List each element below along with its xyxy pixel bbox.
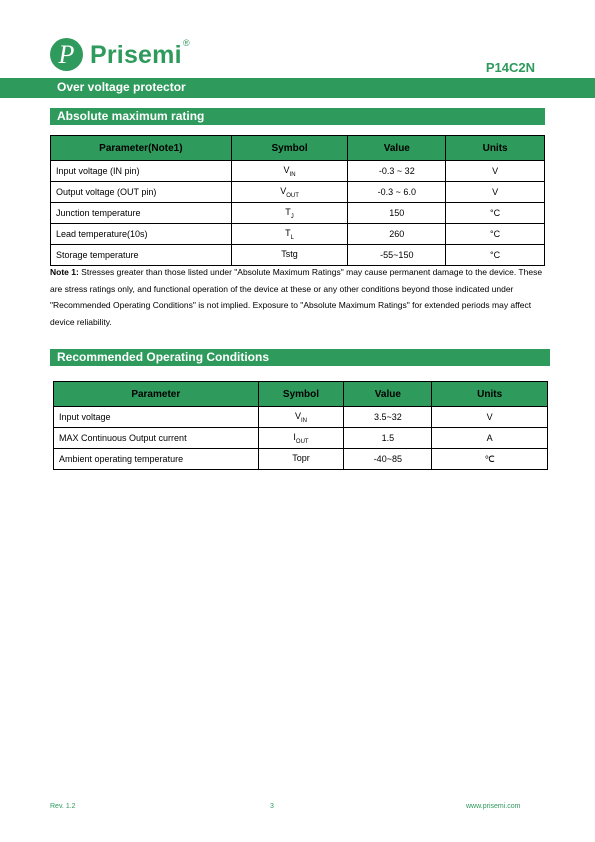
symbol-cell [258,407,344,428]
units-cell: °C [446,224,545,245]
company-logo [50,38,210,74]
symbol-text: T [285,227,291,238]
symbol-cell [231,161,348,182]
symbol-text: T [285,206,291,217]
section-title-abs-max: Absolute maximum rating [50,108,545,125]
param-cell: Lead temperature(10s) [51,224,232,245]
symbol-cell [258,428,344,449]
symbol-cell [231,224,348,245]
rec-op-table [53,381,548,470]
value-cell: -55~150 [348,245,446,266]
symbol-subscript: J [290,213,294,220]
symbol-text: Tstg [281,248,298,259]
symbol-subscript: IN [289,171,296,178]
symbol-cell [231,182,348,203]
param-cell: MAX Continuous Output current [54,428,259,449]
units-cell: V [446,161,545,182]
value-cell: -0.3 ~ 32 [348,161,446,182]
logo-mark: P [50,38,83,71]
note-text: Stresses greater than those listed under "Absolute Maximum Ratings" may cause permanent damage to the device. These are stress ratings only, and functional operation of the device at these or any other conditions beyond those indicated under "Recommended Operating Conditions" is not implied. Exposure to "Absolute Maximum Ratings" for extended periods may affect device reliability. [50,267,543,327]
symbol-text: V [283,164,290,175]
symbol-cell [231,245,348,266]
column-header: Symbol [231,136,348,161]
section-title-rec-op: Recommended Operating Conditions [50,349,550,366]
units-cell: V [446,182,545,203]
symbol-subscript: IN [301,417,307,424]
column-header: Parameter [54,382,259,407]
units-cell: °C [446,203,545,224]
column-header: Value [344,382,432,407]
footer-website: www.prisemi.com [466,803,521,810]
symbol-text: Topr [292,452,310,463]
table-row [54,449,548,470]
note-1 [50,264,545,330]
value-cell: 150 [348,203,446,224]
brand-name: Prisemi [90,41,182,69]
units-cell: V [432,407,548,428]
table-row [54,407,548,428]
table-header-row [51,136,545,161]
table-row [51,161,545,182]
abs-max-table [50,135,545,266]
param-cell: Input voltage [54,407,259,428]
param-cell: Storage temperature [51,245,232,266]
document-subtitle: Over voltage protector [57,80,186,94]
units-cell: A [432,428,548,449]
symbol-text: I [293,431,296,442]
column-header: Units [446,136,545,161]
symbol-text: V [280,185,287,196]
value-cell: -40~85 [344,449,432,470]
registered-mark: ® [183,38,190,48]
table-row [51,224,545,245]
table-header-row [54,382,548,407]
table-row [54,428,548,449]
param-cell: Input voltage (IN pin) [51,161,232,182]
table-row [51,182,545,203]
column-header: Parameter(Note1) [51,136,232,161]
symbol-subscript: OUT [286,192,299,199]
value-cell: 3.5~32 [344,407,432,428]
part-number: P14C2N [485,60,535,75]
units-cell: °C [446,245,545,266]
column-header: Symbol [258,382,344,407]
symbol-cell [258,449,344,470]
value-cell: -0.3 ~ 6.0 [348,182,446,203]
table-row [51,245,545,266]
footer-page-number: 3 [270,803,274,810]
note-label: Note 1: [50,267,79,277]
table-row [51,203,545,224]
header-bar [0,78,595,98]
symbol-subscript: OUT [295,438,309,445]
symbol-text: V [294,410,301,421]
param-cell: Output voltage (OUT pin) [51,182,232,203]
value-cell: 260 [348,224,446,245]
param-cell: Junction temperature [51,203,232,224]
value-cell: 1.5 [344,428,432,449]
column-header: Units [432,382,548,407]
column-header: Value [348,136,446,161]
footer-revision: Rev. 1.2 [50,803,76,810]
symbol-cell [231,203,348,224]
units-cell: ℃ [432,449,548,470]
symbol-subscript: L [290,234,294,241]
param-cell: Ambient operating temperature [54,449,259,470]
